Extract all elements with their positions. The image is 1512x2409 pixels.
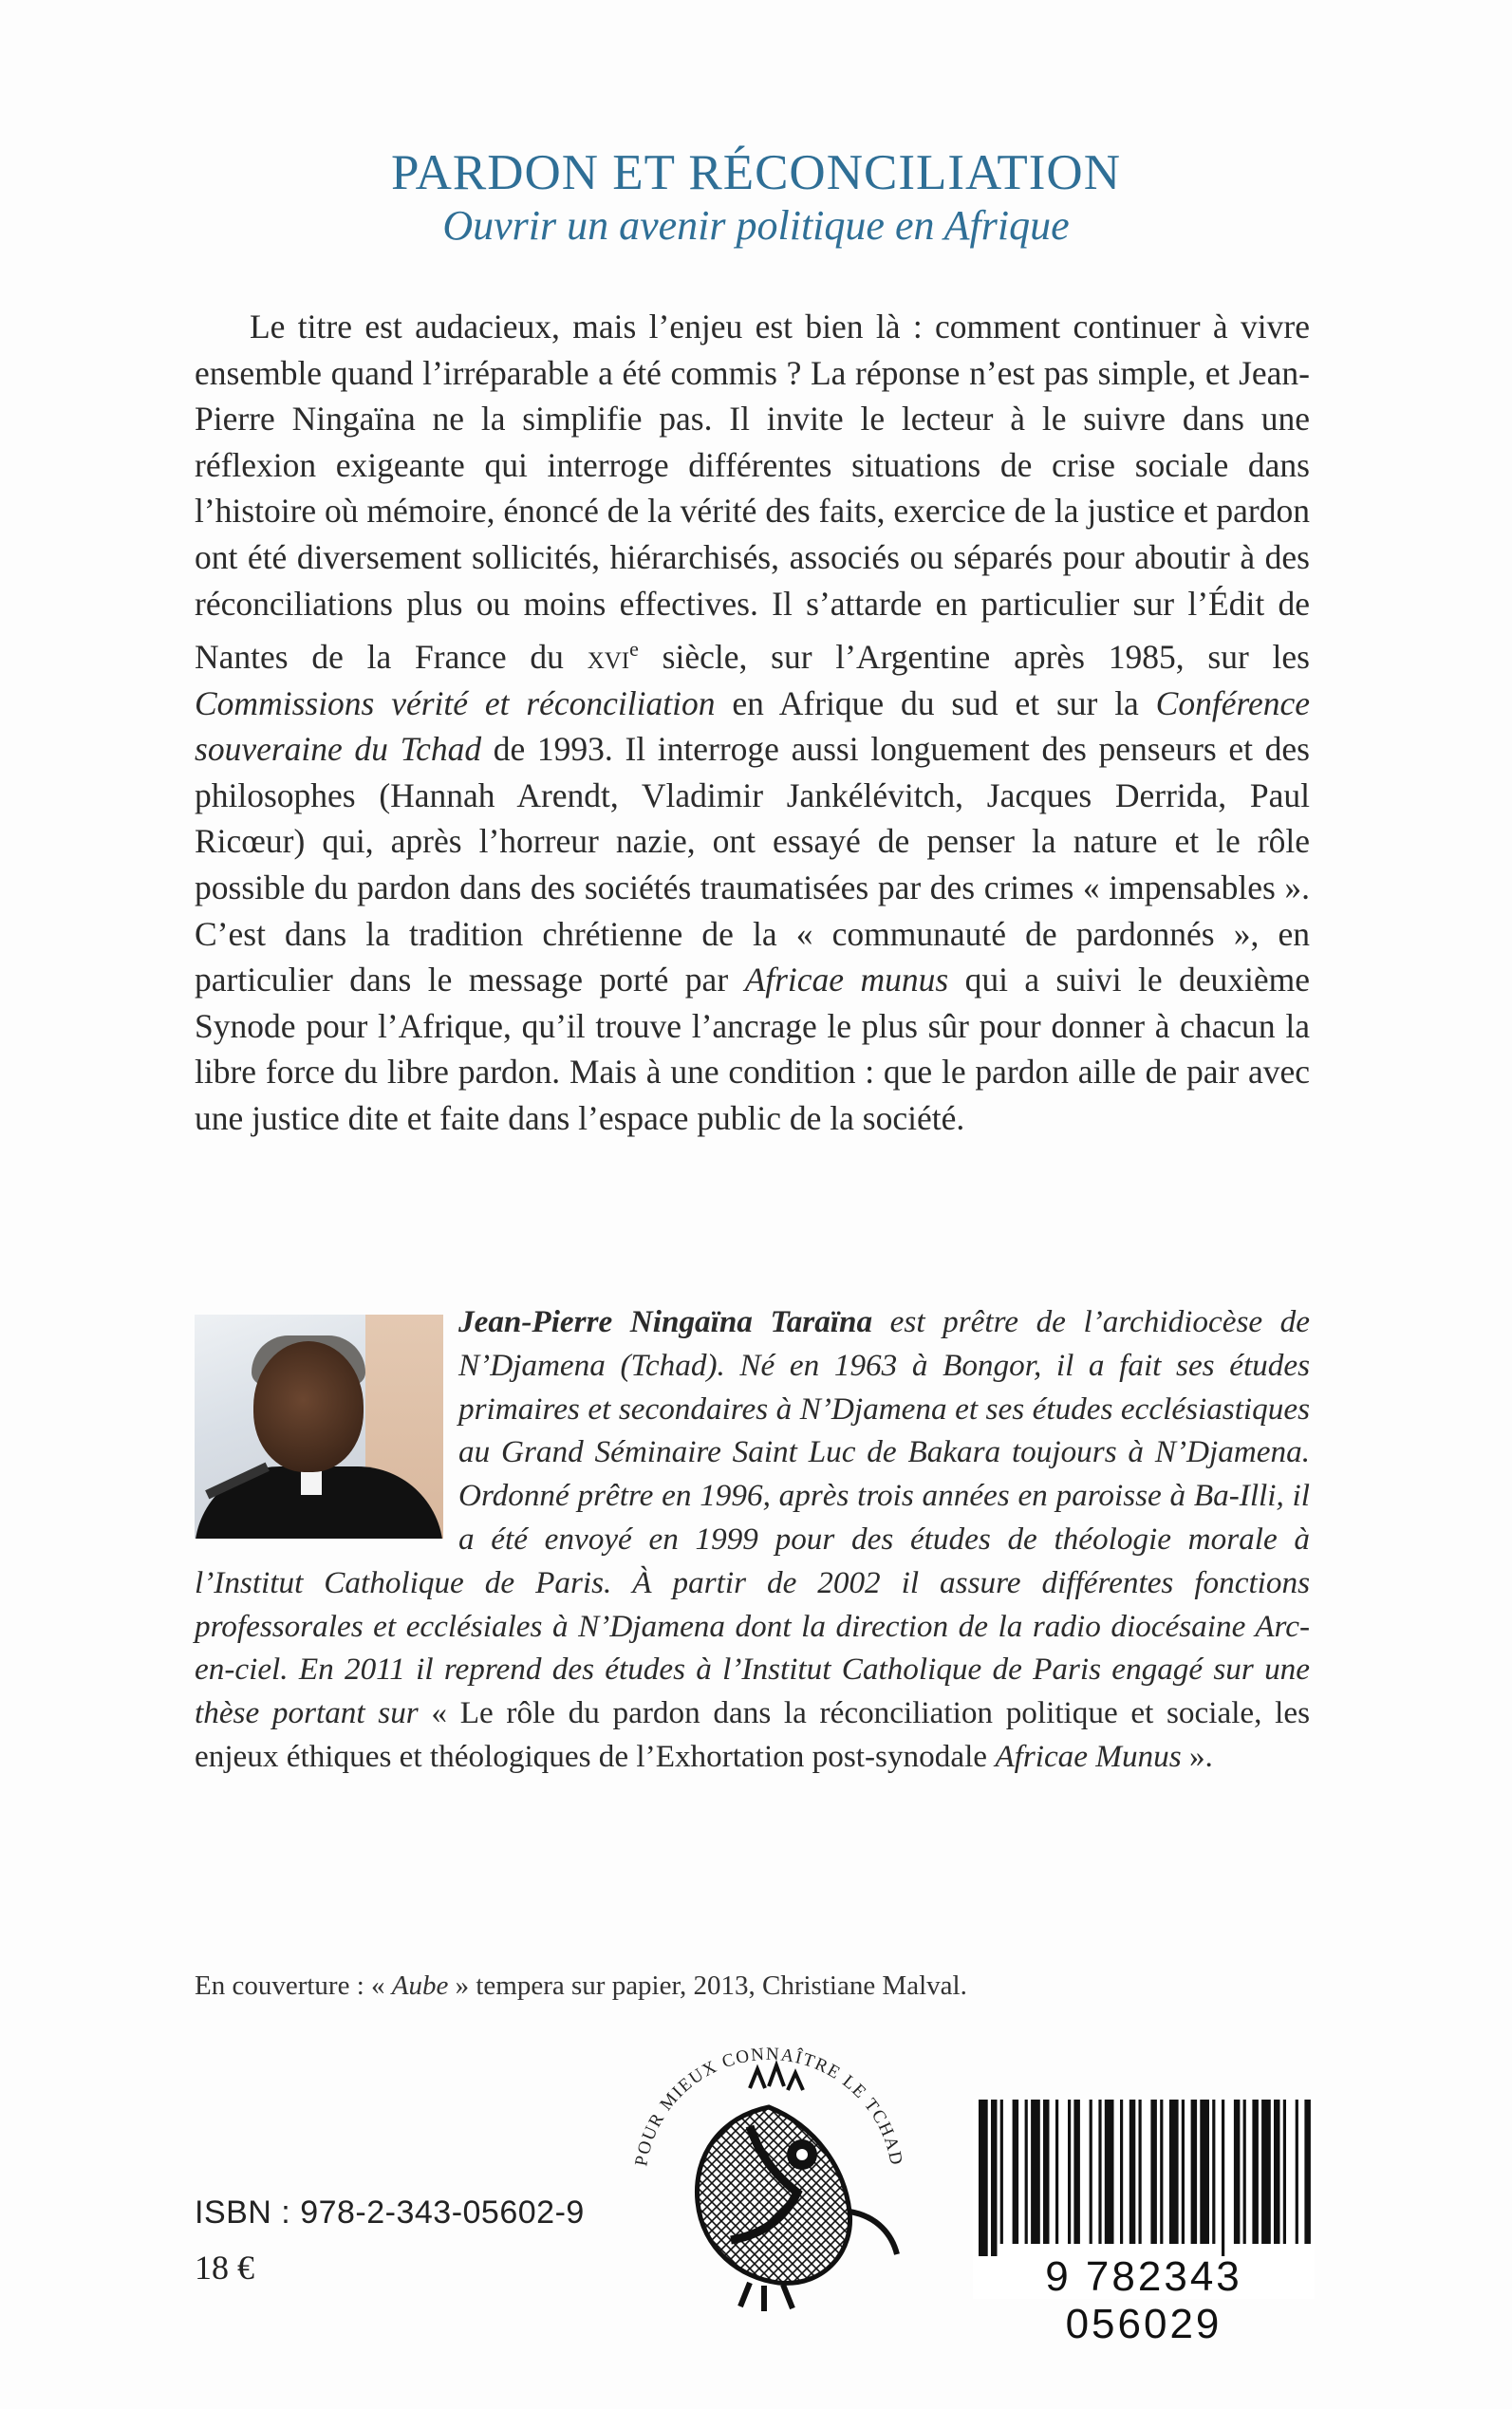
summary-italic-3: Africae munus bbox=[744, 961, 949, 999]
barcode-bar bbox=[1160, 2100, 1163, 2244]
barcode-bar bbox=[1055, 2100, 1058, 2244]
credit-pre: En couverture : « bbox=[195, 1970, 392, 2001]
barcode-bar bbox=[991, 2100, 998, 2256]
book-subtitle: Ouvrir un avenir politique en Afrique bbox=[442, 202, 1070, 249]
barcode-bar bbox=[1169, 2100, 1179, 2244]
summary-text-4: de 1993. Il interroge aussi longuement des penseurs et des philosophes (Hannah Arendt, Vladimir Jankélévitch, Jacques Derrida, Paul Ricœur) qui, après l’horreur nazie, ont essayé de penser la nature et le rôle possible du pardon dans des sociétés traumatisées par des crimes « impensables ». C’est dans la tradition chrétienne de la « communauté de pardonnés », en particulier dans le message porté par bbox=[195, 730, 1311, 999]
barcode-bar bbox=[1120, 2100, 1123, 2244]
barcode-bar bbox=[1043, 2100, 1050, 2244]
collection-logo bbox=[607, 2012, 930, 2325]
barcode-bar bbox=[1031, 2100, 1040, 2244]
century-suffix: e bbox=[629, 637, 639, 662]
cover-credit bbox=[195, 1967, 1310, 2005]
summary-italic-2: Conférence souveraine du Tchad bbox=[195, 683, 1310, 769]
bio-text: est prêtre de l’archidiocèse de N’Djamena (Tchad). Né en 1963 à Bongor, il a fait ses études primaires et secondaires à N’Djamena et ses études ecclésiastiques au Grand Séminaire Saint Luc de Bakara toujours à N’Djamena. Ordonné prêtre en 1996, après trois années en paroisse à Ba-Illi, il a été envoyé en 1999 pour des études de théologie morale à l’Institut Catholique de Paris. À partir de 2002 il assure différentes fonctions professorales et ecclésiales à N’Djamena dont la direction de la radio diocésaine Arc-en-ciel. En 2011 il reprend des études à l’Institut Catholique de Paris engagé sur une thèse portant sur bbox=[195, 1304, 1311, 1731]
barcode-bar bbox=[1000, 2100, 1003, 2244]
barcode-bar bbox=[1252, 2100, 1259, 2244]
credit-post: » tempera sur papier, 2013, Christiane Malval. bbox=[448, 1970, 967, 2001]
barcode-bar bbox=[1129, 2100, 1136, 2244]
barcode-bar bbox=[979, 2100, 988, 2256]
barcode-bar bbox=[1073, 2100, 1080, 2244]
barcode-bar bbox=[1243, 2100, 1246, 2244]
barcode-bar bbox=[1274, 2100, 1280, 2244]
barcode-bar bbox=[1105, 2100, 1114, 2244]
summary-text-3: en Afrique du sud et sur la bbox=[715, 683, 1156, 722]
summary-paragraph bbox=[195, 304, 1310, 1142]
credit-work: Aube bbox=[391, 1970, 449, 2001]
barcode-bar bbox=[1098, 2100, 1101, 2244]
thesis-title: « Le rôle du pardon dans la réconciliation politique et sociale, les enjeux éthiques et théologiques de l’Exhortation post-synodale bbox=[195, 1695, 1310, 1774]
barcode-bar bbox=[1212, 2100, 1215, 2244]
barcode-bar bbox=[1013, 2100, 1019, 2244]
price: 18 € bbox=[195, 2249, 254, 2287]
barcode-digits: 9 782343 056029 bbox=[1045, 2253, 1242, 2347]
barcode-bar bbox=[1191, 2100, 1198, 2244]
barcode-bars bbox=[973, 2100, 1315, 2256]
barcode-bar bbox=[1068, 2100, 1071, 2244]
thesis-title-italic: Africae Munus bbox=[995, 1738, 1182, 1774]
barcode-bar bbox=[1304, 2100, 1311, 2244]
bio-end: . bbox=[1204, 1738, 1213, 1774]
author-name: Jean-Pierre Ningaïna Taraïna bbox=[458, 1304, 873, 1339]
barcode-bar bbox=[1150, 2100, 1157, 2244]
summary-text-1: Le titre est audacieux, mais l’enjeu est bien là : comment continuer à vivre ensemble quand l’irréparable a été commis ? La réponse n’est pas simple, et Jean-Pierre Ningaïna ne la simplifie pas. Il invite le lecteur à le suivre dans une réflexion exigeante qui interroge différentes situations de crise sociale dans l’histoire où mémoire, énoncé de la vérité des faits, exercice de la justice et pardon ont été diversement sollicités, hiérarchisés, associés ou séparés pour aboutir à des réconciliations plus ou moins effectives. Il s’attarde en particulier sur l’Édit de Nantes de la France du bbox=[195, 308, 1310, 676]
barcode-bar bbox=[1222, 2100, 1224, 2256]
thesis-title-end: » bbox=[1181, 1738, 1205, 1774]
barcode-bar bbox=[1296, 2100, 1298, 2244]
summary-italic-1: Commissions vérité et réconciliation bbox=[195, 683, 716, 722]
barcode-bar bbox=[1139, 2100, 1142, 2244]
barcode-bar bbox=[1261, 2100, 1271, 2244]
barcode-bar bbox=[1234, 2100, 1241, 2244]
author-photo bbox=[195, 1315, 443, 1539]
barcode-bar bbox=[1200, 2100, 1209, 2244]
isbn: ISBN : 978-2-343-05602-9 bbox=[195, 2194, 585, 2231]
book-title: PARDON ET RÉCONCILIATION bbox=[391, 145, 1121, 200]
logo-text: POUR MIEUX CONNAÎTRE LE TCHAD bbox=[631, 2044, 906, 2168]
barcode-bar bbox=[1283, 2100, 1286, 2244]
barcode-bar bbox=[1090, 2100, 1092, 2244]
summary-text-5: qui a suivi le deuxième Synode pour l’Afrique, qu’il trouve l’ancrage le plus sûr pour donner à chacun la libre force du libre pardon. Mais à une condition : que le pardon aille de pair avec une justice dite et faite dans l’espace public de la société. bbox=[195, 961, 1310, 1137]
barcode-bar bbox=[1182, 2100, 1185, 2244]
summary-text-2: siècle, sur l’Argentine après 1985, sur les bbox=[638, 637, 1310, 676]
century-numeral: xvi bbox=[587, 637, 630, 676]
barcode-bar bbox=[1025, 2100, 1028, 2244]
